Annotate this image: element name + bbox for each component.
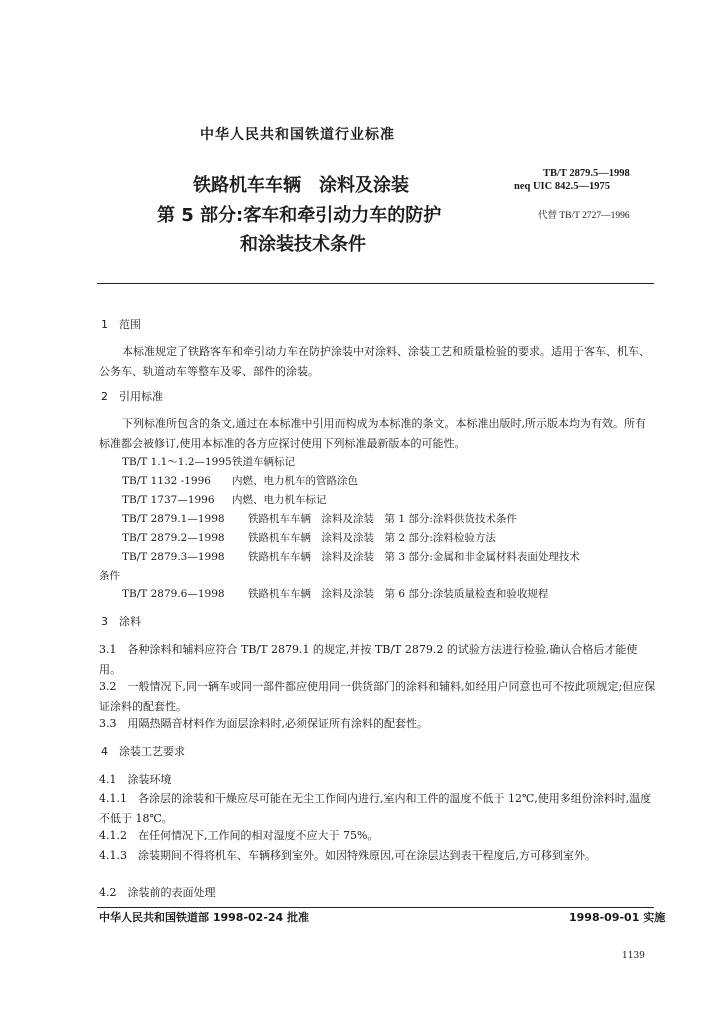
section-4-heading: 4 涂装工艺要求 xyxy=(101,745,185,758)
clause-4-1-2: 4.1.2 在任何情况下,工作间的相对湿度不应大于 75%。 xyxy=(99,829,379,842)
section-2-heading: 2 引用标准 xyxy=(101,390,163,403)
clause-3-3: 3.3 用隔热隔音材料作为面层涂料时,必须保证所有涂料的配套性。 xyxy=(99,717,428,730)
title-line-3: 和涂装技术条件 xyxy=(240,234,366,255)
section-2-intro: 下列标准所包含的条文,通过在本标准中引用而构成为本标准的条文。本标准出版时,所示版本均为有效。所有标准都会被修订,使用本标准的各方应探讨使用下列标准最新版本的可能性。 xyxy=(99,417,646,450)
section-1-text: 本标准规定了铁路客车和牵引动力车在防护涂装中对涂料、涂装工艺和质量检验的要求。适用于客车、机车、公务车、轨道动车等整车及零、部件的涂装。 xyxy=(99,345,650,378)
reference-item: TB/T 1737—1996 内燃、电力机车标记 xyxy=(122,494,327,506)
reference-item: TB/T 1.1～1.2—1995铁道车辆标记 xyxy=(122,456,295,468)
title-line-1: 铁路机车车辆 涂料及涂装 xyxy=(193,175,409,196)
reference-item: TB/T 2879.6—1998 铁路机车车辆 涂料及涂装 第 6 部分:涂装质量检查和验收规程 xyxy=(122,588,549,600)
clause-3-2: 3.2 一般情况下,同一辆车或同一部件都应使用同一供货部门的涂料和辅料,如经用户同意也可不按此项规定;但应保证涂料的配套性。 xyxy=(99,680,656,713)
clause-3-1: 3.1 各种涂料和辅料应符合 TB/T 2879.1 的规定,并按 TB/T 2879.2 的试验方法进行检验,确认合格后才能使用。 xyxy=(99,643,638,676)
effective-date: 1998-09-01 实施 xyxy=(569,911,666,924)
reference-item: TB/T 2879.3—1998 铁路机车车辆 涂料及涂装 第 3 部分:金属和非金属材料表面处理技术 xyxy=(122,551,580,563)
clause-4-1-heading: 4.1 涂装环境 xyxy=(99,773,172,786)
page-number: 1139 xyxy=(622,951,645,961)
section-1-heading: 1 范围 xyxy=(101,318,141,331)
reference-item: TB/T 1132 -1996 内燃、电力机车的管路涂色 xyxy=(122,475,358,487)
clause-4-1-3: 4.1.3 涂装期间不得将机车、车辆移到室外。如因特殊原因,可在涂层达到表干程度后,方可移到室外。 xyxy=(99,849,596,862)
normative-references xyxy=(122,453,580,567)
equivalent-standard: neq UIC 842.5—1975 xyxy=(514,181,610,192)
footer-rule xyxy=(97,907,654,908)
replaces-standard: 代替 TB/T 2727—1996 xyxy=(538,211,630,221)
issuing-body: 中华人民共和国铁道行业标准 xyxy=(200,127,395,143)
reference-3-continuation: 条件 xyxy=(99,570,120,582)
reference-item: TB/T 2879.2—1998 铁路机车车辆 涂料及涂装 第 2 部分:涂料检验方法 xyxy=(122,532,496,544)
clause-4-2-heading: 4.2 涂装前的表面处理 xyxy=(99,886,216,899)
standard-number: TB/T 2879.5—1998 xyxy=(543,168,630,179)
clause-4-1-1: 4.1.1 各涂层的涂装和干燥应尽可能在无尘工作间内进行,室内和工件的温度不低于 12℃,使用多组份涂料时,温度不低于 18℃。 xyxy=(99,792,652,825)
approval-line: 中华人民共和国铁道部 1998-02-24 批准 xyxy=(99,911,310,924)
section-3-heading: 3 涂料 xyxy=(101,615,141,628)
header-rule xyxy=(97,283,654,284)
reference-item: TB/T 2879.1—1998 铁路机车车辆 涂料及涂装 第 1 部分:涂料供货技术条件 xyxy=(122,513,517,525)
title-line-2: 第 5 部分:客车和牵引动力车的防护 xyxy=(157,205,442,226)
